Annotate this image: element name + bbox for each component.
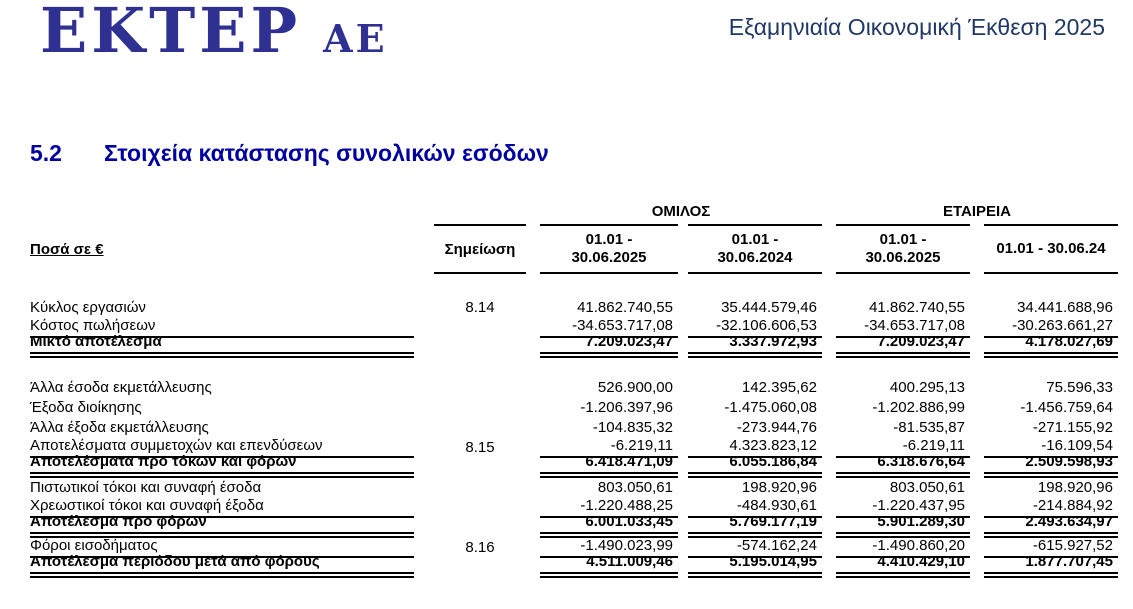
table-row-subtotal [30,333,1118,358]
row-value: 2.493.634,97 [984,512,1118,538]
row-value: -32.106.606,53 [688,316,822,338]
row-label: Άλλα έξοδα εκμετάλλευσης [30,419,209,436]
period-header-group-2024: 01.01 - 30.06.2024 [688,224,822,274]
row-value: 5.901.289,30 [836,512,970,538]
row-label: Αποτελέσματα συμμετοχών και επενδύσεων [30,436,414,458]
row-value: -81.535,87 [893,419,965,436]
row-value: 142.395,62 [741,379,817,396]
row-value: 400.295,13 [889,379,965,396]
table-row [30,378,1118,398]
row-value: 41.862.740,55 [869,299,965,316]
logo-text-main: ΕΚΤΕΡ [40,0,302,67]
row-value: 526.900,00 [597,379,673,396]
row-value: -484.930,61 [688,496,822,518]
row-value: 35.444.579,46 [721,299,817,316]
group-header-omilos: ΟΜΙΛΟΣ [651,203,711,220]
section-number: 5.2 [30,140,62,166]
table-row-total [30,553,1118,578]
group-header-etairia: ΕΤΑΙΡΕΙΑ [942,203,1012,220]
row-value: 6.001.033,45 [540,512,678,538]
row-label: Αποτέλεσμα προ φόρων [30,512,414,538]
row-value: 803.050,61 [597,479,673,496]
row-value: 5.195.014,95 [688,552,822,578]
income-statement-table [30,200,1118,578]
row-value: 4.323.823,12 [688,436,822,458]
row-value: -104.835,32 [592,419,673,436]
row-value: 75.596,33 [1046,379,1113,396]
row-label: Άλλα έσοδα εκμετάλλευσης [30,379,212,396]
section-title: Στοιχεία κατάστασης συνολικών εσόδων [103,140,549,166]
row-value: -34.653.717,08 [540,316,678,338]
row-value: -6.219,11 [540,436,678,458]
row-value: -34.653.717,08 [836,316,970,338]
row-value: 2.509.598,93 [984,452,1118,478]
row-value: -16.109,54 [984,436,1118,458]
row-value: 803.050,61 [889,479,965,496]
row-label: Κόστος πωλήσεων [30,316,414,338]
row-label: Αποτέλεσμα περιόδου μετά από φόρους [30,552,414,578]
table-row [30,298,1118,318]
period-header-company-2024: 01.01 - 30.06.24 [984,224,1118,274]
row-value: -1.220.437,95 [836,496,970,518]
row-value: 198.920,96 [1037,479,1113,496]
row-value: -1.202.886,99 [872,399,965,416]
row-value: 6.318.676,64 [836,452,970,478]
amounts-in-euro-label: Ποσά σε € [30,240,104,258]
row-value: 34.441.688,96 [1017,299,1113,316]
group-header-spacer [30,200,540,224]
row-label: Χρεωστικοί τόκοι και συναφή έξοδα [30,496,414,518]
row-value: -1.456.759,64 [1020,399,1113,416]
row-value: -574.162,24 [688,536,822,558]
row-value: -6.219,11 [836,436,970,458]
row-note: 8.15 [465,439,495,456]
row-value: -1.490.023,99 [540,536,678,558]
row-value: -1.490.860,20 [836,536,970,558]
period-header-company-2025: 01.01 - 30.06.2025 [836,224,970,274]
row-label: Αποτελέσματα προ τόκων και φόρων [30,452,414,478]
section-heading [30,140,549,167]
row-value: 4.178.027,69 [984,332,1118,358]
row-value: 198.920,96 [741,479,817,496]
row-value: 1.877.707,45 [984,552,1118,578]
row-note: 8.14 [465,299,495,316]
row-value: 6.418.471,09 [540,452,678,478]
row-note: 8.16 [465,539,495,556]
row-value: -214.884,92 [984,496,1118,518]
row-value: -273.944,76 [736,419,817,436]
logo-text-suffix: ΑΕ [323,16,388,61]
table-row [30,478,1118,498]
row-value: 7.209.023,47 [836,332,970,358]
row-label: Πιστωτικοί τόκοι και συναφή έσοδα [30,479,262,496]
row-value: 5.769.177,19 [688,512,822,538]
row-label: Μικτό αποτέλεσμα [30,332,414,358]
period-header-group-2025: 01.01 - 30.06.2025 [540,224,678,274]
row-value: 3.337.972,93 [688,332,822,358]
row-value: 7.209.023,47 [540,332,678,358]
row-value: -271.155,92 [1032,419,1113,436]
row-value: 4.511.009,46 [540,552,678,578]
row-value: 41.862.740,55 [577,299,673,316]
table-row [30,398,1118,418]
row-label: Έξοδα διοίκησης [30,399,142,416]
table-row [30,418,1118,438]
blank-row [30,358,1118,378]
row-value: -1.206.397,96 [580,399,673,416]
row-label: Φόροι εισοδήματος [30,536,414,558]
header-body-gap [30,274,1118,298]
report-title: Εξαμηνιαία Οικονομική Έκθεση 2025 [728,14,1105,40]
company-logo [40,0,388,67]
row-value: -1.475.060,08 [724,399,817,416]
group-header-gap [822,200,836,224]
row-label: Κύκλος εργασιών [30,299,146,316]
row-value: -615.927,52 [984,536,1118,558]
row-value: -30.263.661,27 [984,316,1118,338]
table-column-header-row [30,224,1118,274]
table-row-subtotal [30,453,1118,478]
row-value: 6.055.186,84 [688,452,822,478]
table-group-header-row [30,200,1118,224]
row-value: -1.220.488,25 [540,496,678,518]
note-column-header: Σημείωση [434,224,526,274]
row-value: 4.410.429,10 [836,552,970,578]
table-row-subtotal [30,513,1118,538]
